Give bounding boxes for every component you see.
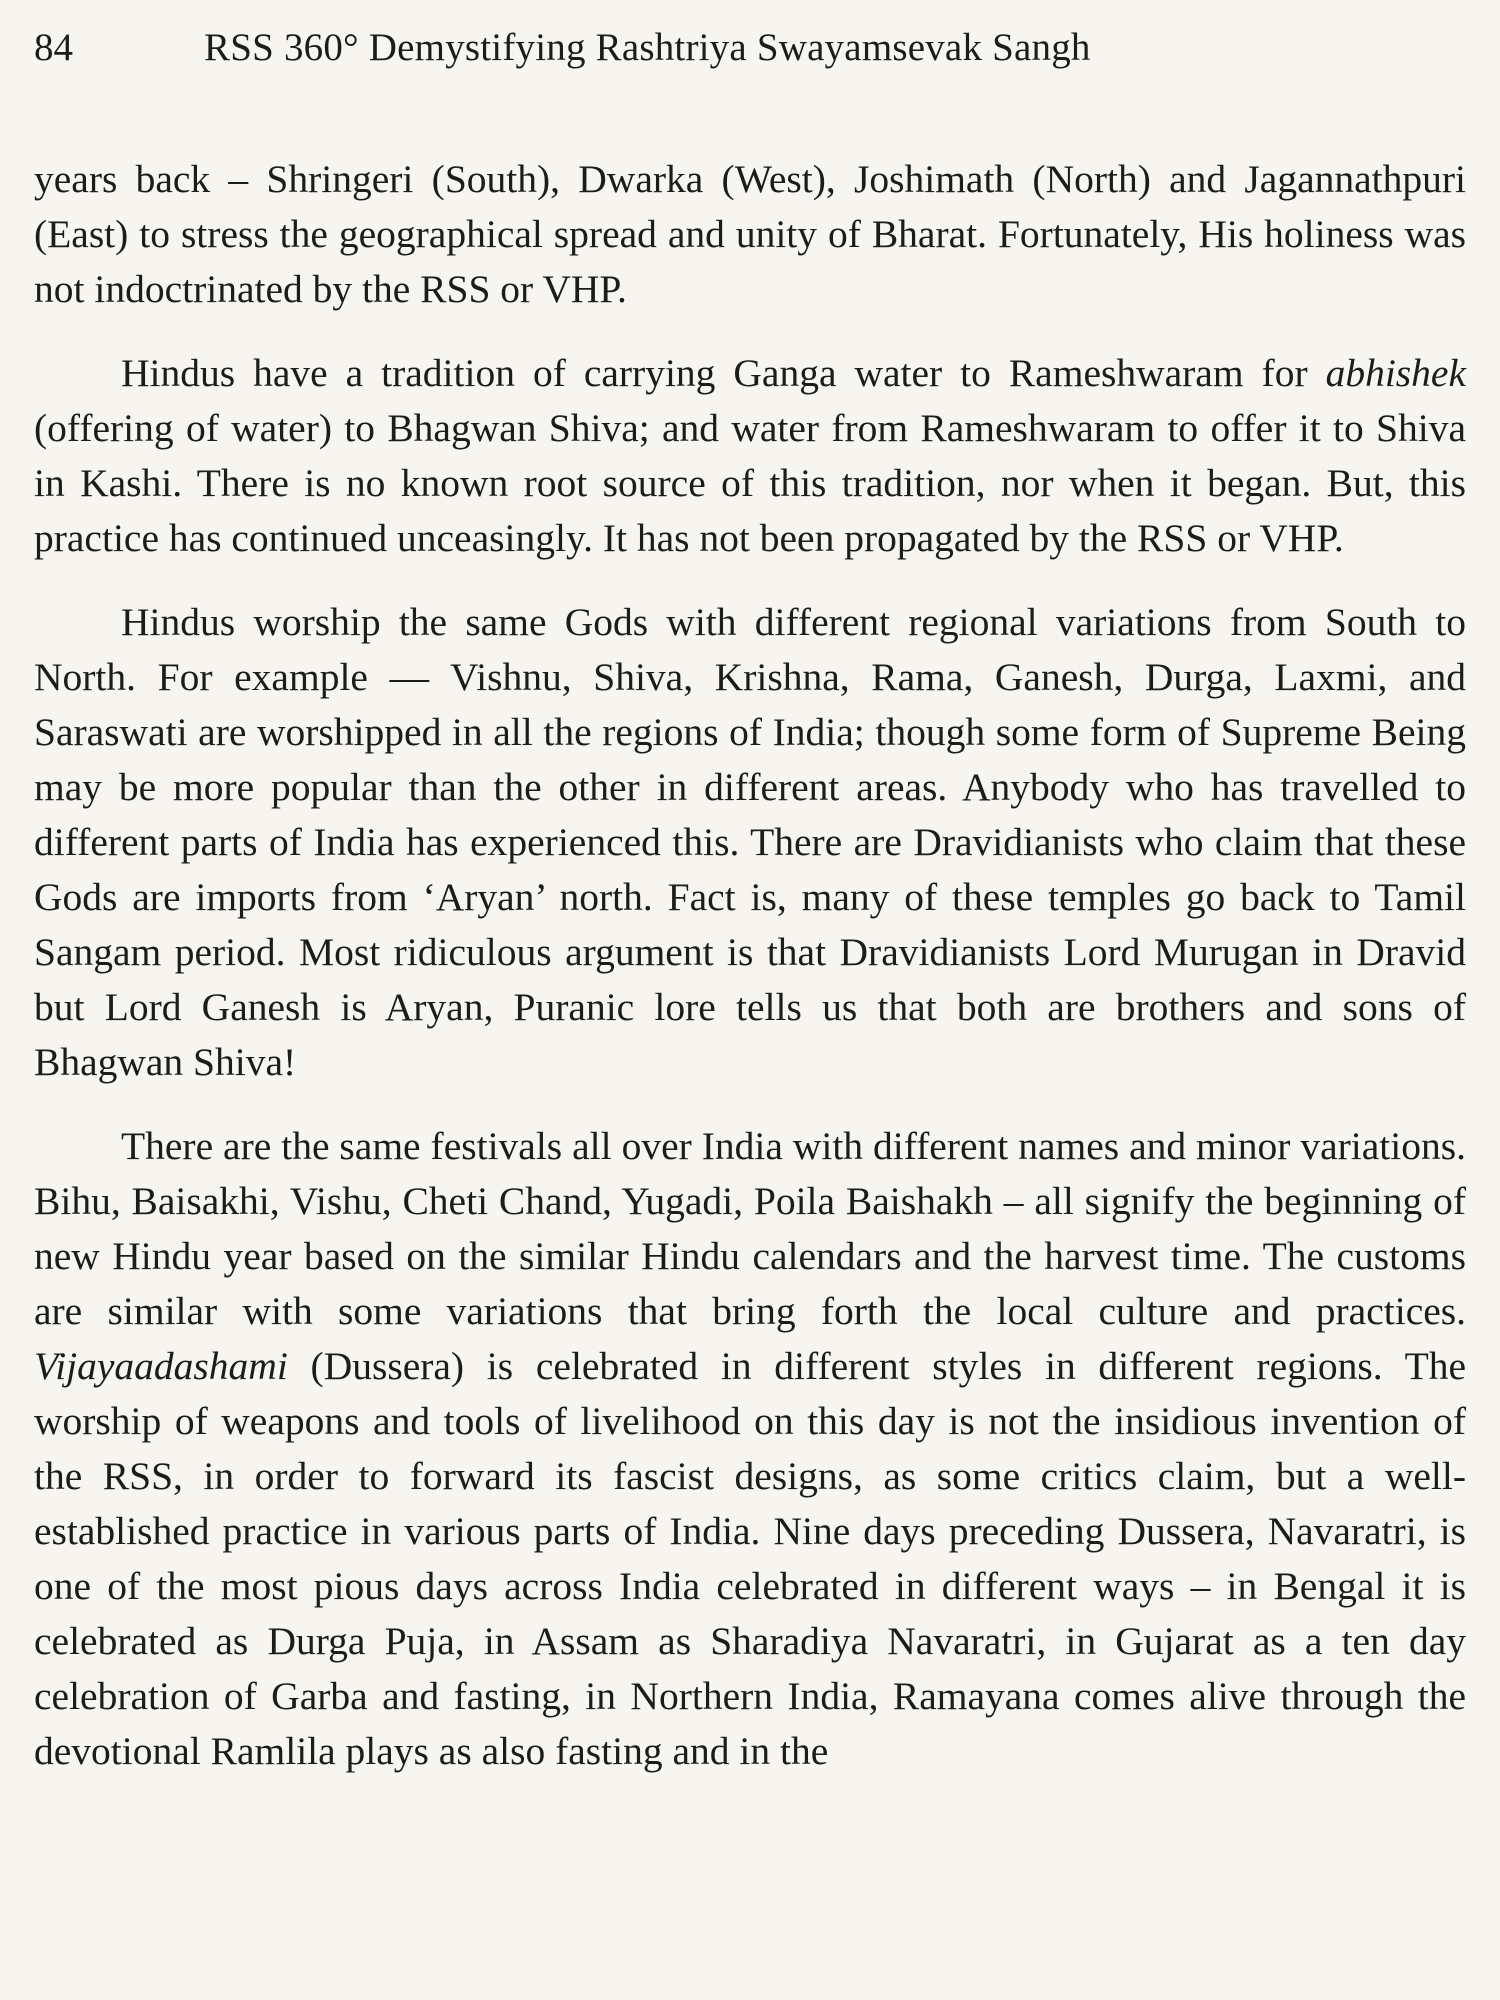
paragraph-festivals	[34, 1119, 1466, 1779]
paragraph-text: (Dussera) is celebrated in different styles in different regions. The worship of weapons and tools of livelihood on this day is not the insidious invention of the RSS, in order to forward its fascist designs, as some critics claim, but a well-established practice in various parts of India. Nine days preceding Dussera, Navaratri, is one of the most pious days across India celebrated in different ways – in Bengal it is celebrated as Durga Puja, in Assam as Sharadiya Navaratri, in Gujarat as a ten day celebration of Garba and fasting, in Northern India, Ramayana comes alive through the devotional Ramlila plays as also fasting and in the	[34, 1344, 1466, 1773]
paragraph-text: There are the same festivals all over India with different names and minor variations. Bihu, Baisakhi, Vishu, Cheti Chand, Yugadi, Poila Baishakh – all signify the beginning of new Hindu year based on the similar Hindu calendars and the harvest time. The customs are similar with some variations that bring forth the local culture and practices.	[34, 1124, 1466, 1333]
italic-term: abhishek	[1325, 351, 1466, 395]
paragraph-text: (offering of water) to Bhagwan Shiva; and water from Rameshwaram to offer it to Shiva in Kashi. There is no known root source of this tradition, nor when it began. But, this practice has continued unceasingly. It has not been propagated by the RSS or VHP.	[34, 406, 1466, 560]
paragraph-text: Hindus have a tradition of carrying Ganga water to Rameshwaram for	[121, 351, 1326, 395]
running-title: RSS 360° Demystifying Rashtriya Swayamsevak Sangh	[204, 26, 1091, 69]
italic-term: Vijayaadashami	[34, 1344, 288, 1388]
body-text	[34, 152, 1466, 1779]
paragraph-regional-gods: Hindus worship the same Gods with different regional variations from South to North. For example — Vishnu, Shiva, Krishna, Rama, Ganesh, Durga, Laxmi, and Saraswati are worshipped in all the regions of India; though some form of Supreme Being may be more popular than the other in different areas. Anybody who has travelled to different parts of India has experienced this. There are Dravidianists who claim that these Gods are imports from ‘Aryan’ north. Fact is, many of these temples go back to Tamil Sangam period. Most ridiculous argument is that Dravidianists Lord Murugan in Dravid but Lord Ganesh is Aryan, Puranic lore tells us that both are brothers and sons of Bhagwan Shiva!	[34, 600, 1466, 1084]
page-number: 84	[34, 26, 73, 69]
paragraph-ganga-water	[34, 346, 1466, 566]
paragraph-continued: years back – Shringeri (South), Dwarka (West), Joshimath (North) and Jagannathpuri (East) to stress the geographical spread and unity of Bharat. Fortunately, His holiness was not indoctrinated by the RSS or VHP.	[34, 157, 1466, 311]
running-head	[34, 22, 1466, 102]
